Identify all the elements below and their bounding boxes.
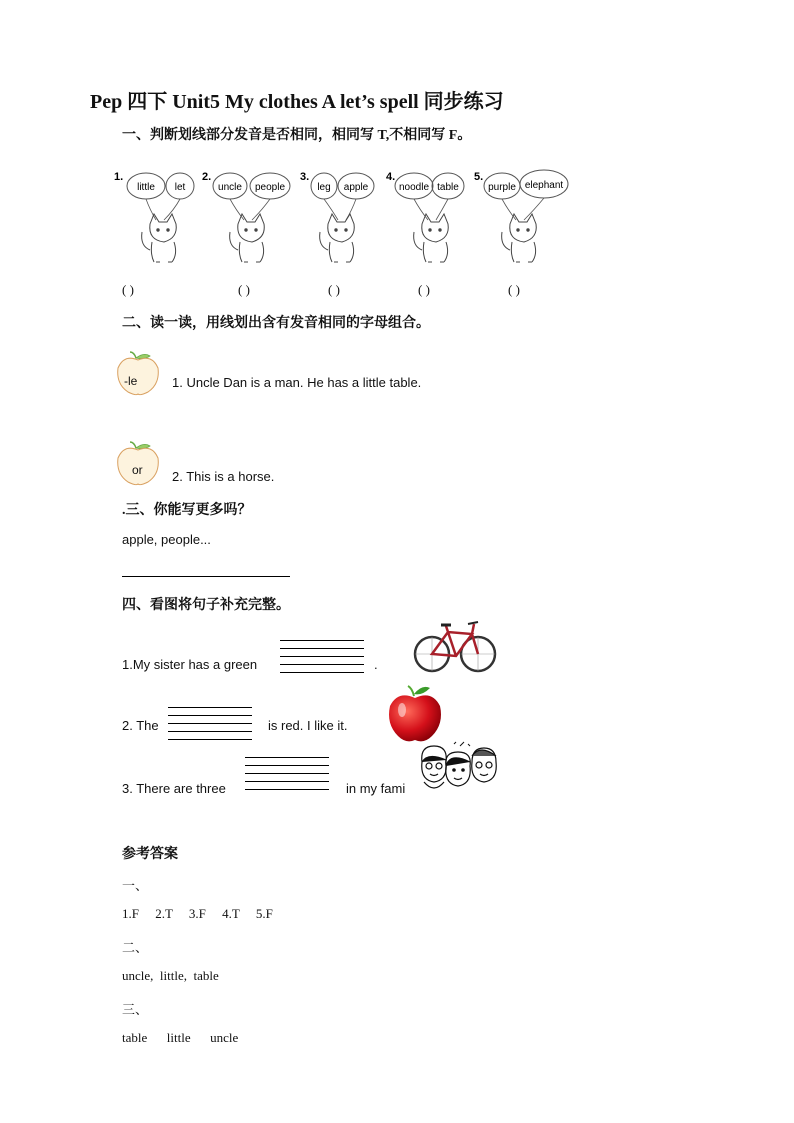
writing-line[interactable] (245, 781, 329, 782)
q1-after: . (374, 657, 378, 672)
answers-s1-label: 一、 (122, 878, 149, 893)
q2-text: 2. The (122, 718, 159, 733)
apple-label: -le (124, 374, 138, 388)
balloon-word: people (254, 182, 286, 193)
q3-after: in my fami (346, 781, 406, 796)
item-number: 2. (202, 171, 212, 183)
sentence-1: 1. Uncle Dan is a man. He has a little table. (172, 375, 422, 390)
answer-blank-1[interactable]: ( ) (122, 282, 134, 297)
balloon-cat-4 (386, 171, 464, 262)
answers-heading: 参考答案 (122, 847, 178, 862)
balloon-cats-illustration (112, 162, 582, 272)
apple-label: or (132, 463, 143, 477)
item-number: 3. (300, 171, 310, 183)
balloon-word: elephant (524, 180, 564, 191)
writing-line[interactable] (168, 723, 252, 724)
section3-example: apple, people... (122, 532, 211, 547)
balloon-word: uncle (218, 182, 242, 193)
writing-line[interactable] (168, 739, 252, 740)
answer-blank-3[interactable]: ( ) (328, 282, 340, 297)
item-number: 4. (386, 171, 396, 183)
writing-line[interactable] (280, 640, 364, 641)
writing-line[interactable] (280, 664, 364, 665)
writing-line[interactable] (280, 656, 364, 657)
balloon-cat-1 (114, 171, 194, 262)
answers-s3: table little uncle (122, 1030, 239, 1045)
balloon-cat-5 (474, 170, 568, 262)
writing-line[interactable] (168, 715, 252, 716)
apple-icon (114, 350, 162, 398)
writing-line[interactable] (245, 765, 329, 766)
writing-line[interactable] (245, 789, 329, 790)
answer-line[interactable] (122, 576, 290, 577)
balloon-word: little (137, 182, 155, 193)
answer-blank-4[interactable]: ( ) (418, 282, 430, 297)
answers-s3-label: 三、 (122, 1002, 149, 1017)
answer-blank-2[interactable]: ( ) (238, 282, 250, 297)
q1-text: 1.My sister has a green (122, 657, 258, 672)
cat-icon (502, 214, 537, 262)
balloon-word: let (174, 182, 186, 193)
family-icon (414, 740, 504, 802)
balloon-cat-3 (300, 171, 374, 262)
cat-icon (414, 214, 449, 262)
writing-line[interactable] (168, 731, 252, 732)
balloon-word: noodle (398, 182, 430, 193)
writing-line[interactable] (280, 672, 364, 673)
cat-icon (320, 214, 355, 262)
writing-line[interactable] (245, 773, 329, 774)
answers-s2: uncle, little, table (122, 968, 219, 983)
answers-s1: 1.F 2.T 3.F 4.T 5.F (122, 906, 273, 921)
section3-heading: .三、你能写更多吗？ (122, 503, 252, 518)
section2-heading: 二、读一读，用线划出含有发音相同的字母组合。 (122, 316, 430, 331)
writing-line[interactable] (168, 707, 252, 708)
balloon-word: table (437, 182, 459, 193)
section1-heading: 一、判断划线部分发音是否相同，相同写 T,不相同写 F。 (122, 128, 472, 143)
answers-s2-label: 二、 (122, 940, 149, 955)
q3-text: 3. There are three (122, 781, 226, 796)
writing-line[interactable] (245, 757, 329, 758)
section4-heading: 四、看图将句子补充完整。 (122, 598, 290, 613)
item-number: 1. (114, 171, 124, 183)
balloon-word: purple (488, 182, 516, 193)
apple-icon (386, 684, 444, 744)
cat-icon (142, 214, 177, 262)
answer-blank-5[interactable]: ( ) (508, 282, 520, 297)
q2-after: is red. I like it. (268, 718, 348, 733)
cat-icon (230, 214, 265, 262)
writing-line[interactable] (280, 648, 364, 649)
balloon-cat-2 (202, 171, 290, 262)
item-number: 5. (474, 171, 484, 183)
balloon-word: apple (343, 182, 369, 193)
balloon-word: leg (317, 182, 331, 193)
sentence-2: 2. This is a horse. (172, 469, 275, 484)
page-title: Pep 四下 Unit5 My clothes A let’s spell 同步练习 (90, 91, 504, 113)
bicycle-icon (412, 614, 498, 676)
